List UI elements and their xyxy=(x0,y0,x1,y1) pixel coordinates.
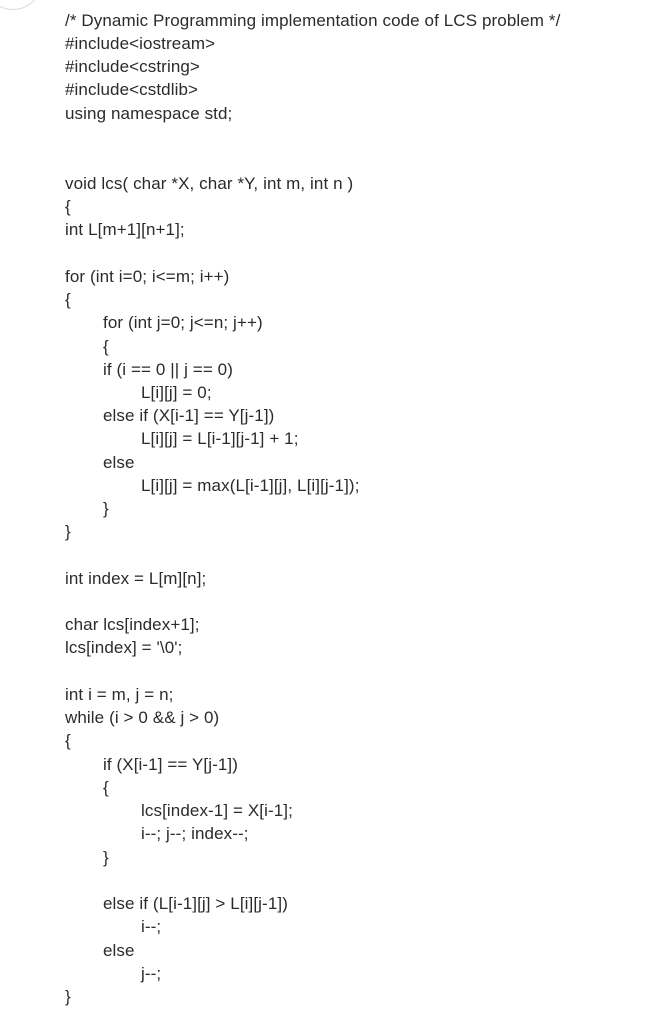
code-line: else if (L[i-1][j] > L[i][j-1]) xyxy=(103,894,288,913)
code-line: j--; xyxy=(141,964,162,983)
code-line: for (int j=0; j<=n; j++) xyxy=(103,313,263,332)
code-line: lcs[index-1] = X[i-1]; xyxy=(141,801,293,820)
code-line: else if (X[i-1] == Y[j-1]) xyxy=(103,406,275,425)
code-line: } xyxy=(65,522,71,541)
code-line: int L[m+1][n+1]; xyxy=(65,220,185,239)
code-line: { xyxy=(65,197,71,216)
code-line: { xyxy=(103,337,109,356)
code-line: #include<cstring> xyxy=(65,57,200,76)
code-line: } xyxy=(103,499,109,518)
code-line: for (int i=0; i<=m; i++) xyxy=(65,267,230,286)
code-line: L[i][j] = 0; xyxy=(141,383,212,402)
code-line: else xyxy=(103,453,135,472)
code-line: L[i][j] = L[i-1][j-1] + 1; xyxy=(141,429,299,448)
code-line: i--; j--; index--; xyxy=(141,824,249,843)
code-line: lcs[index] = '\0'; xyxy=(65,638,183,657)
code-line: #include<iostream> xyxy=(65,34,216,53)
code-line: { xyxy=(65,731,71,750)
code-line: { xyxy=(65,290,71,309)
code-line: int i = m, j = n; xyxy=(65,685,174,704)
code-line: while (i > 0 && j > 0) xyxy=(65,708,220,727)
code-line: if (X[i-1] == Y[j-1]) xyxy=(103,755,238,774)
code-line: char lcs[index+1]; xyxy=(65,615,200,634)
code-line: int index = L[m][n]; xyxy=(65,569,207,588)
code-line: void lcs( char *X, char *Y, int m, int n ) xyxy=(65,174,354,193)
code-line: i--; xyxy=(141,917,162,936)
code-line: } xyxy=(65,987,71,1006)
code-line: else xyxy=(103,941,135,960)
code-line: #include<cstdlib> xyxy=(65,80,199,99)
code-line: if (i == 0 || j == 0) xyxy=(103,360,233,379)
code-line: } xyxy=(103,848,109,867)
code-line: /* Dynamic Programming implementation code of LCS problem */ xyxy=(65,11,561,30)
code-line: L[i][j] = max(L[i-1][j], L[i][j-1]); xyxy=(141,476,360,495)
code-line: { xyxy=(103,778,109,797)
code-line: using namespace std; xyxy=(65,104,233,123)
